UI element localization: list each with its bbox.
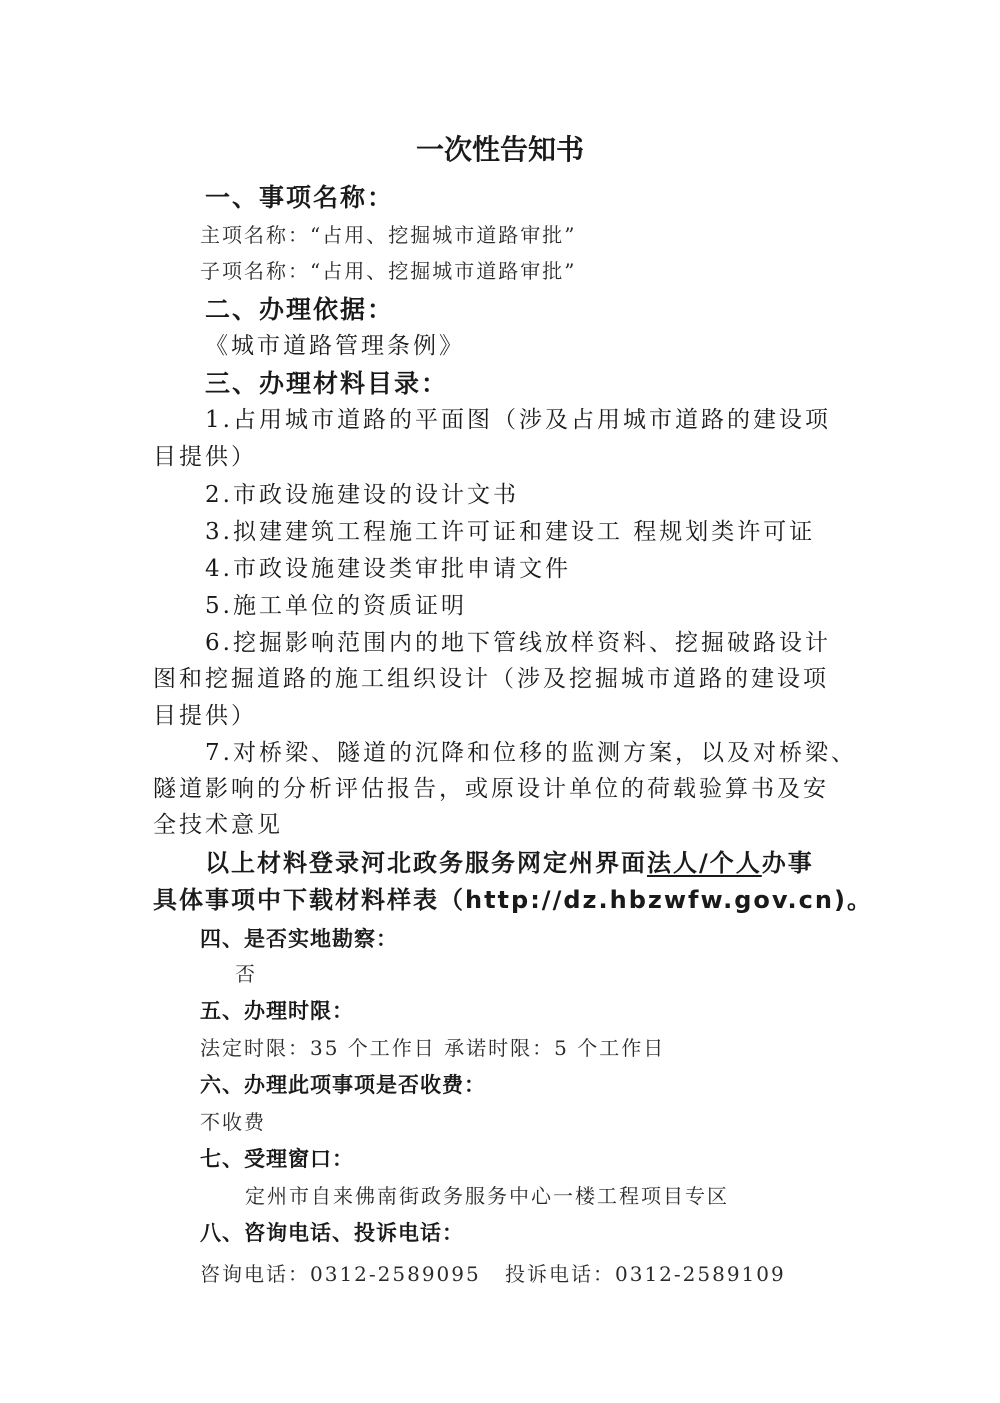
sub-item-name: 子项名称：“占用、挖掘城市道路审批” — [200, 259, 577, 283]
material-item-3: 3.拟建建筑工程施工许可证和建设工 程规划类许可证 — [205, 519, 816, 545]
service-window-value: 定州市自来佛南街政务服务中心一楼工程项目专区 — [245, 1184, 729, 1208]
consult-phone: 咨询电话：0312-2589095 — [200, 1262, 481, 1286]
complaint-phone: 投诉电话：0312-2589109 — [505, 1262, 786, 1286]
section3-heading: 三、办理材料目录： — [205, 369, 449, 398]
material-item-7-cont2: 全技术意见 — [153, 812, 283, 838]
section2-heading: 二、办理依据： — [205, 295, 395, 324]
material-item-6-cont2: 目提供） — [153, 703, 257, 729]
fee-value: 不收费 — [200, 1110, 266, 1134]
site-inspection-value: 否 — [235, 962, 257, 986]
legal-basis: 《城市道路管理条例》 — [205, 333, 465, 359]
download-note-text: 以上材料登录河北政务服务网定州界面 — [205, 849, 647, 877]
material-item-1: 1.占用城市道路的平面图（涉及占用城市道路的建设项 — [205, 407, 831, 433]
material-item-7: 7.对桥梁、隧道的沉降和位移的监测方案，以及对桥梁、 — [205, 740, 857, 766]
document-title: 一次性告知书 — [415, 133, 584, 166]
material-item-4: 4.市政设施建设类审批申请文件 — [205, 556, 571, 582]
section6-heading: 六、办理此项事项是否收费： — [200, 1073, 486, 1097]
time-limit-value: 法定时限：35 个工作日 承诺时限：5 个工作日 — [200, 1036, 666, 1060]
download-note — [205, 843, 814, 878]
section4-heading: 四、是否实地勘察： — [200, 927, 398, 951]
material-item-1-cont: 目提供） — [153, 444, 257, 470]
material-item-6: 6.挖掘影响范围内的地下管线放样资料、挖掘破路设计 — [205, 630, 831, 656]
download-note-url: 具体事项中下载材料样表（http://dz.hbzwfw.gov.cn)。 — [153, 886, 873, 914]
section1-heading: 一、事项名称： — [205, 183, 395, 212]
download-note-suffix: 办事 — [761, 849, 814, 877]
main-item-name: 主项名称：“占用、挖掘城市道路审批” — [200, 223, 577, 247]
material-item-5: 5.施工单位的资质证明 — [205, 593, 467, 619]
material-item-2: 2.市政设施建设的设计文书 — [205, 482, 519, 508]
legal-person-link[interactable]: 法人/个人 — [647, 849, 762, 877]
section8-heading: 八、咨询电话、投诉电话： — [200, 1221, 464, 1245]
section5-heading: 五、办理时限： — [200, 999, 354, 1023]
material-item-6-cont: 图和挖掘道路的施工组织设计（涉及挖掘城市道路的建设项 — [153, 666, 829, 692]
material-item-7-cont: 隧道影响的分析评估报告，或原设计单位的荷载验算书及安 — [153, 776, 829, 802]
section7-heading: 七、受理窗口： — [200, 1147, 354, 1171]
